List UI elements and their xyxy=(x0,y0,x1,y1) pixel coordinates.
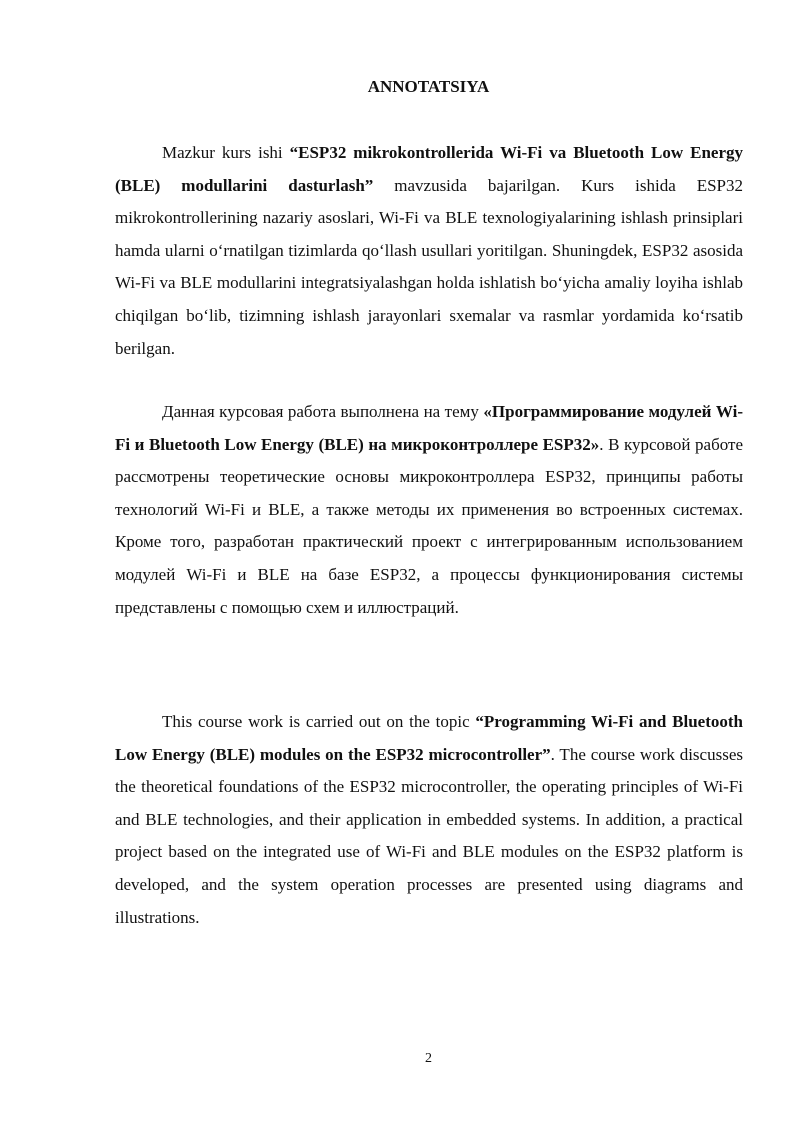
paragraph-body-text: . В курсовой работе рассмотрены теоретические основы микроконтроллера ESP32, принципы работы технологий Wi-Fi и BLE, а также методы их применения во встроенных системах. Кроме того, разработан практический проект с интегрированным использованием модулей Wi-Fi и BLE на базе ESP32, а процессы функционирования системы представлены с помощью схем и иллюстраций. xyxy=(115,434,744,617)
paragraph-body-text: mavzusida bajarilgan. Kurs ishida ESP32 mikrokontrollerining nazariy asoslari, Wi-Fi va BLE texnologiyalarining ishlash prinsiplari hamda ularni oʻrnatilgan tizimlarda qoʻllash usullari yoritilgan. Shuningdek, ESP32 asosida Wi-Fi va BLE modullarini integratsiyalashgan holda ishlatish boʻyicha amaliy loyiha ishlab chiqilgan boʻlib, tizimning ishlash jarayonlari sxemalar va rasmlar yordamida koʻrsatib berilgan. xyxy=(115,175,744,358)
paragraph-body-text: . The course work discusses the theoretical foundations of the ESP32 microcontroller, the operating principles of Wi-Fi and BLE technologies, and their application in embedded systems. In addition, a practical project based on the integrated use of Wi-Fi and BLE modules on the ESP32 platform is developed, and the system operation processes are presented using diagrams and illustrations. xyxy=(115,744,743,927)
paragraph-topic-bold: «Программирование модулей Wi-Fi и Bluetooth Low Energy (BLE) на микроконтроллере ESP32» xyxy=(115,402,743,454)
abstract-paragraph-uzbek xyxy=(115,137,743,365)
document-title: ANNOTATSIYA xyxy=(367,77,490,96)
paragraph-topic-bold: “ESP32 mikrokontrollerida Wi-Fi va Bluetooth Low Energy (BLE) modullarini dasturlash” xyxy=(115,143,743,195)
page-number: 2 xyxy=(425,1051,432,1066)
paragraph-lead-text: This course work is carried out on the topic xyxy=(162,712,476,731)
abstract-paragraph-russian xyxy=(115,396,743,624)
paragraph-lead-text: Данная курсовая работа выполнена на тему xyxy=(162,402,484,421)
paragraph-lead-text: Mazkur kurs ishi xyxy=(162,143,290,162)
paragraph-topic-bold: “Programming Wi-Fi and Bluetooth Low Energy (BLE) modules on the ESP32 microcontroller” xyxy=(115,712,743,764)
abstract-paragraph-english xyxy=(115,706,743,934)
